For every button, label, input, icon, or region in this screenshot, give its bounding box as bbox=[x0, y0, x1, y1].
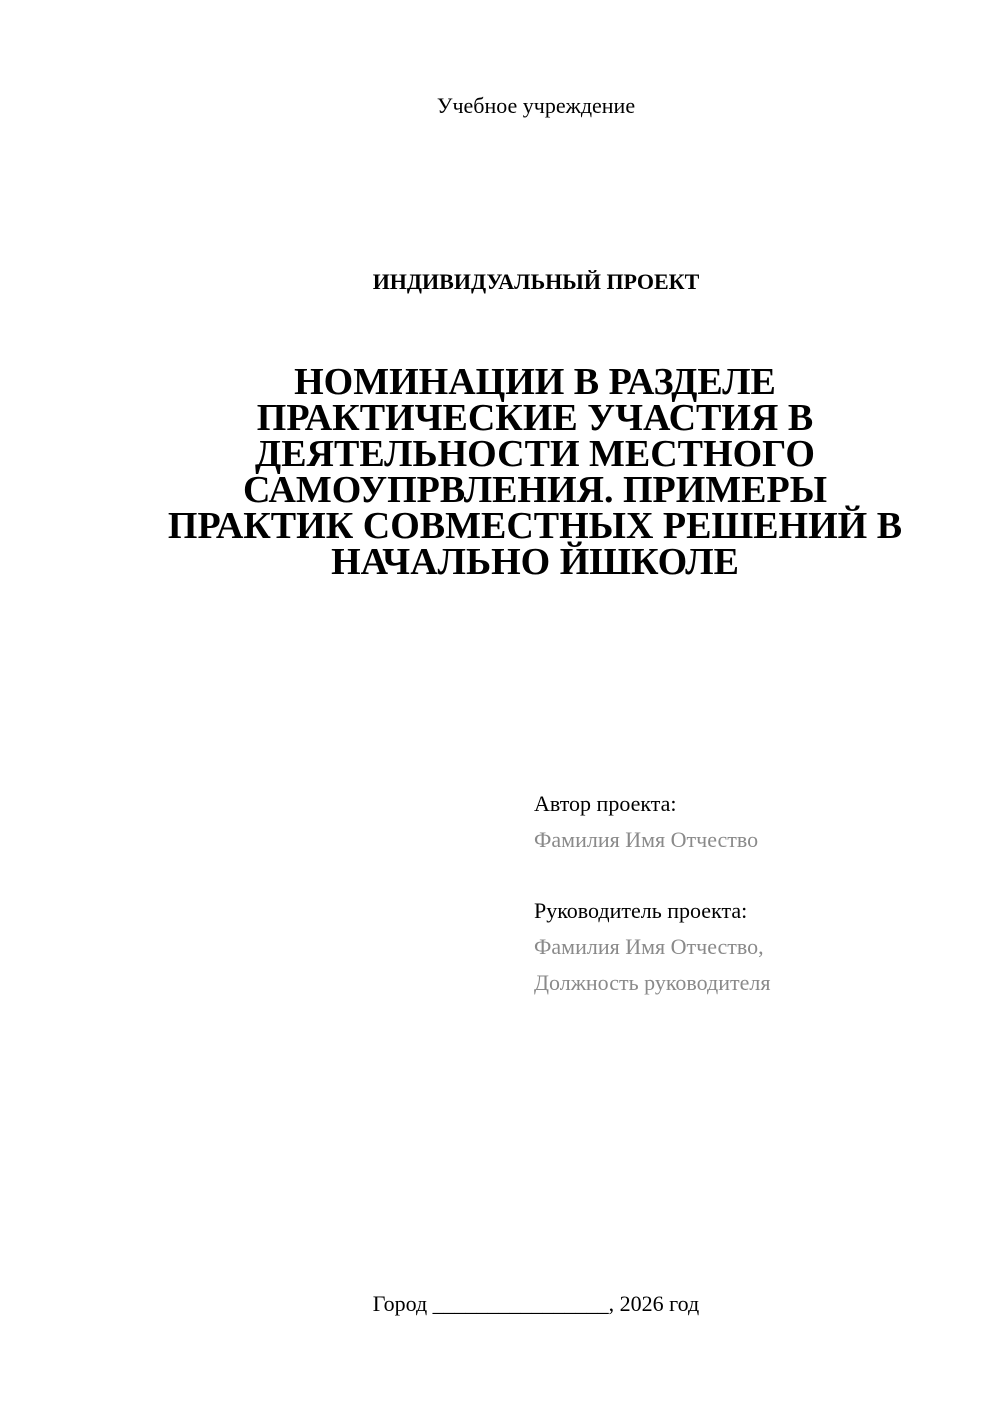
city-year-line: Город ________________, 2026 год bbox=[372, 1291, 700, 1316]
institution-name: Учебное учреждение bbox=[436, 93, 636, 118]
supervisor-label: Руководитель проекта: bbox=[534, 898, 748, 923]
project-title-line: ПРАКТИК СОВМЕСТНЫХ РЕШЕНИЙ В bbox=[167, 505, 903, 547]
author-block bbox=[534, 786, 974, 858]
supervisor-block bbox=[534, 893, 974, 1001]
supervisor-position: Должность руководителя bbox=[534, 970, 771, 995]
project-type-heading: ИНДИВИДУАЛЬНЫЙ ПРОЕКТ bbox=[372, 269, 700, 294]
project-title-line: ПРАКТИЧЕСКИЕ УЧАСТИЯ В bbox=[256, 397, 814, 439]
supervisor-name: Фамилия Имя Отчество, bbox=[534, 934, 764, 959]
author-label: Автор проекта: bbox=[534, 791, 677, 816]
project-title-line: САМОУПРВЛЕНИЯ. ПРИМЕРЫ bbox=[242, 469, 828, 511]
project-title bbox=[140, 361, 930, 583]
author-name: Фамилия Имя Отчество bbox=[534, 827, 759, 852]
project-title-line: ДЕЯТЕЛЬНОСТИ МЕСТНОГО bbox=[255, 433, 815, 475]
project-title-line: НОМИНАЦИИ В РАЗДЕЛЕ bbox=[294, 361, 776, 403]
project-title-line: НАЧАЛЬНО ЙШКОЛЕ bbox=[331, 541, 739, 583]
